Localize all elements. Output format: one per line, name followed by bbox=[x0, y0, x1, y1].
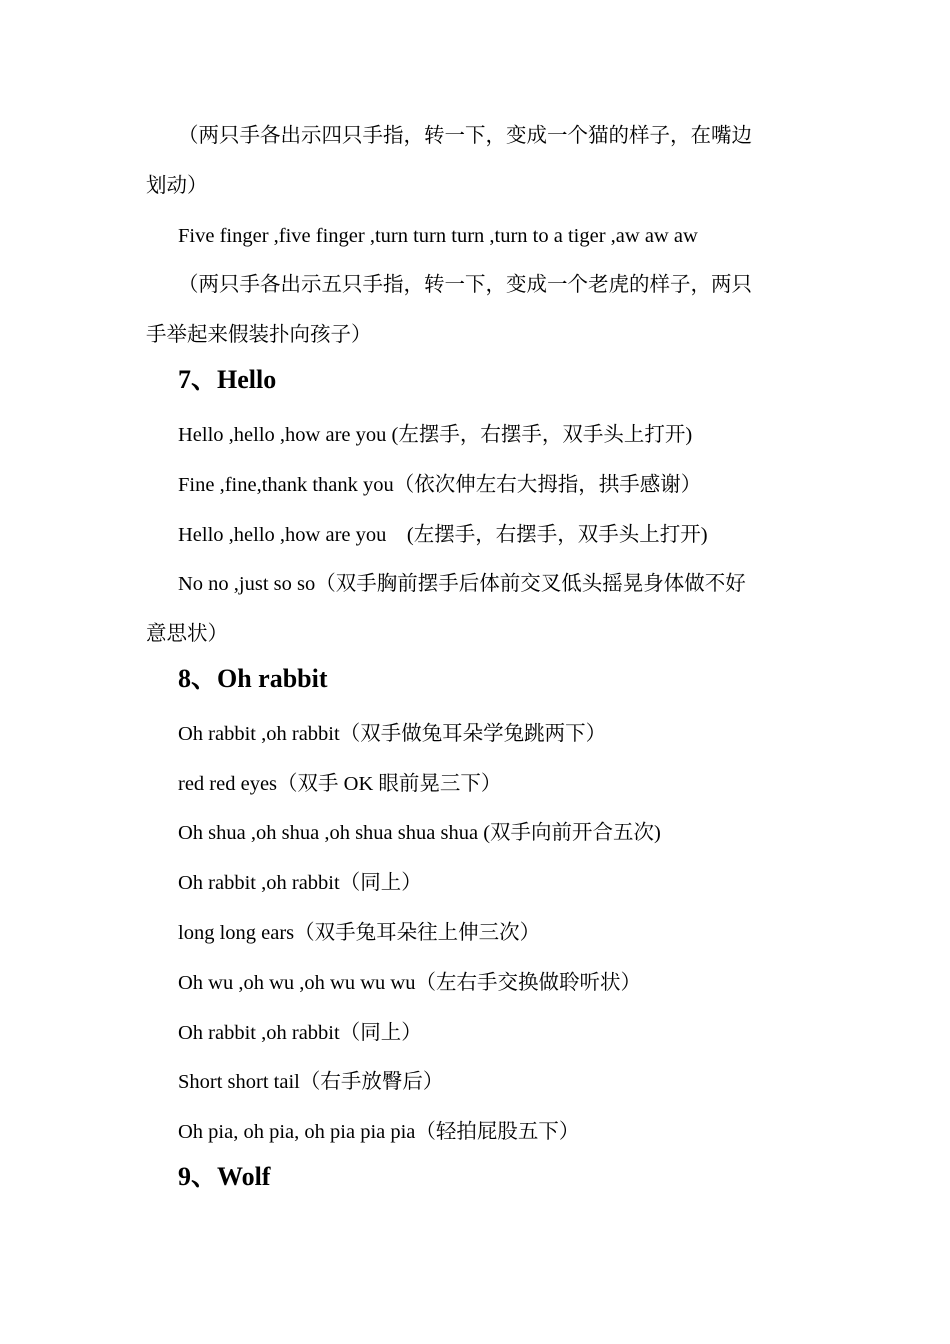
paragraph-line: long long ears（双手兔耳朵往上伸三次） bbox=[178, 922, 541, 944]
paragraph-line: Oh shua ,oh shua ,oh shua shua shua (双手向前开合五次) bbox=[178, 822, 661, 844]
section-heading: 8、Oh rabbit bbox=[178, 664, 328, 693]
paragraph-line: Oh pia, oh pia, oh pia pia pia（轻拍屁股五下） bbox=[178, 1121, 580, 1143]
paragraph-line: （两只手各出示四只手指，转一下，变成一个猫的样子，在嘴边 bbox=[178, 125, 752, 147]
paragraph-line: （两只手各出示五只手指，转一下，变成一个老虎的样子，两只 bbox=[178, 274, 752, 296]
paragraph-line: Oh rabbit ,oh rabbit（同上） bbox=[178, 1022, 422, 1044]
paragraph-line: Oh rabbit ,oh rabbit（同上） bbox=[178, 872, 422, 894]
paragraph-line: Short short tail（右手放臀后） bbox=[178, 1071, 444, 1093]
paragraph-line: Hello ,hello ,how are you (左摆手，右摆手，双手头上打开) bbox=[178, 424, 693, 446]
paragraph-line: Oh wu ,oh wu ,oh wu wu wu（左右手交换做聆听状） bbox=[178, 972, 641, 994]
paragraph-line: 手举起来假装扑向孩子） bbox=[146, 324, 372, 346]
section-heading: 7、Hello bbox=[178, 365, 277, 394]
paragraph-line: red red eyes（双手 OK 眼前晃三下） bbox=[178, 773, 502, 795]
paragraph-line: 意思状） bbox=[146, 623, 228, 645]
section-heading: 9、Wolf bbox=[178, 1162, 271, 1191]
paragraph-line: Five finger ,five finger ,turn turn turn ,turn to a tiger ,aw aw aw bbox=[178, 225, 698, 247]
paragraph-line: 划动） bbox=[146, 175, 208, 197]
paragraph-line: Fine ,fine,thank thank you（依次伸左右大拇指，拱手感谢） bbox=[178, 474, 702, 496]
paragraph-line: No no ,just so so（双手胸前摆手后体前交叉低头摇晃身体做不好 bbox=[178, 573, 746, 595]
paragraph-line: Oh rabbit ,oh rabbit（双手做兔耳朵学兔跳两下） bbox=[178, 723, 607, 745]
paragraph-line: Hello ,hello ,how are you (左摆手，右摆手，双手头上打开) bbox=[178, 524, 708, 546]
